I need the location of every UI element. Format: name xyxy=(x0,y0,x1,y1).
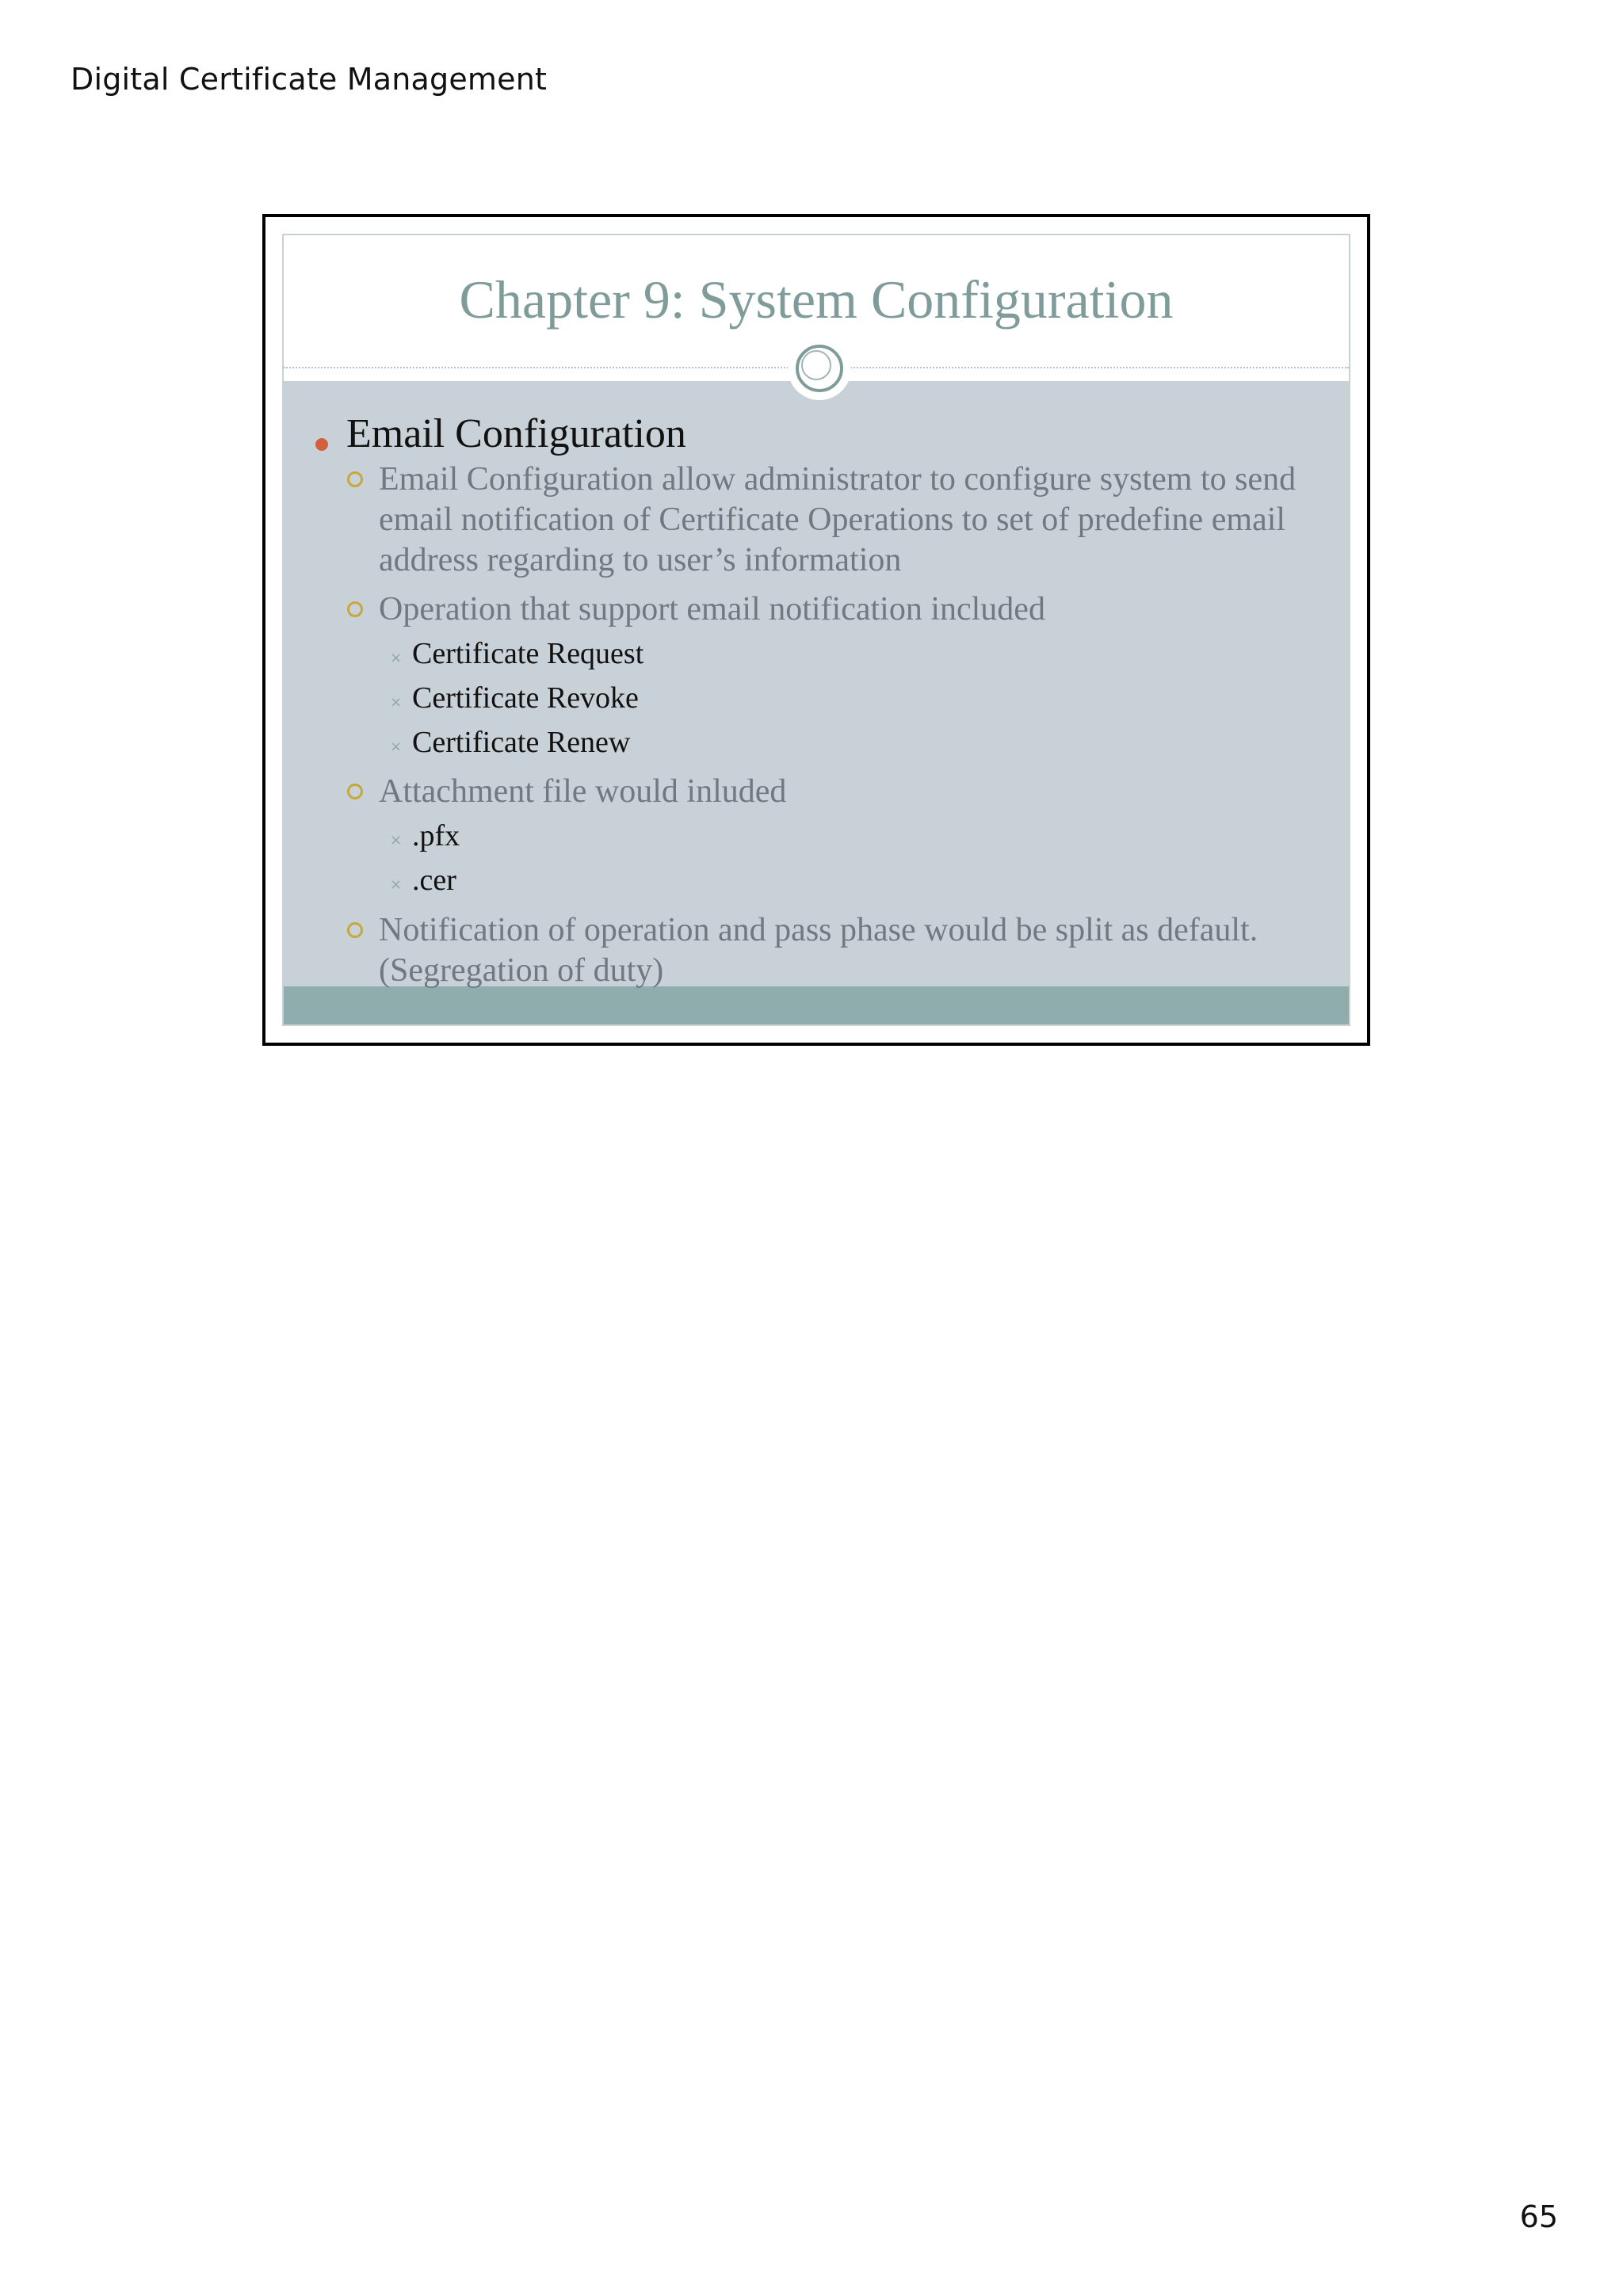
slide-title: Chapter 9: System Configuration xyxy=(459,269,1174,330)
subitem-text: .cer xyxy=(412,864,456,897)
level2-bullet-icon xyxy=(347,471,363,487)
level3-bullet-icon: × xyxy=(390,738,403,755)
ornament-inner-ring xyxy=(801,350,831,380)
level2-bullet-icon xyxy=(347,922,363,938)
slide-frame xyxy=(262,214,1370,1046)
point-text: Email Configuration allow administrator to configure system to send email notification of Certificate Operations to set of predefine email address regarding to user’s information xyxy=(379,461,1296,578)
slide xyxy=(282,234,1350,1026)
level3-bullet-icon: × xyxy=(390,694,403,711)
subitem-text: Certificate Request xyxy=(412,637,644,670)
point-text: Notification of operation and pass phase would be split as default. (Segregation of duty) xyxy=(379,912,1258,989)
bullet-heading: Email Configuration xyxy=(346,411,686,456)
level3-bullet-icon: × xyxy=(390,876,403,893)
document-header: Digital Certificate Management xyxy=(71,62,548,97)
circle-ornament-icon xyxy=(788,337,851,400)
page-number: 65 xyxy=(1519,2199,1558,2234)
level2-bullet-icon xyxy=(347,601,363,617)
level3-bullet-icon: × xyxy=(390,650,403,666)
point-text: Operation that support email notification included xyxy=(379,591,1045,627)
subitem-text: Certificate Revoke xyxy=(412,681,639,715)
level3-bullet-icon: × xyxy=(390,832,403,849)
level2-bullet-icon xyxy=(347,784,363,799)
level1-bullet-icon xyxy=(315,438,328,451)
subitem-text: .pfx xyxy=(412,819,460,852)
subitem-text: Certificate Renew xyxy=(412,726,631,759)
point-text: Attachment file would inluded xyxy=(379,773,787,810)
